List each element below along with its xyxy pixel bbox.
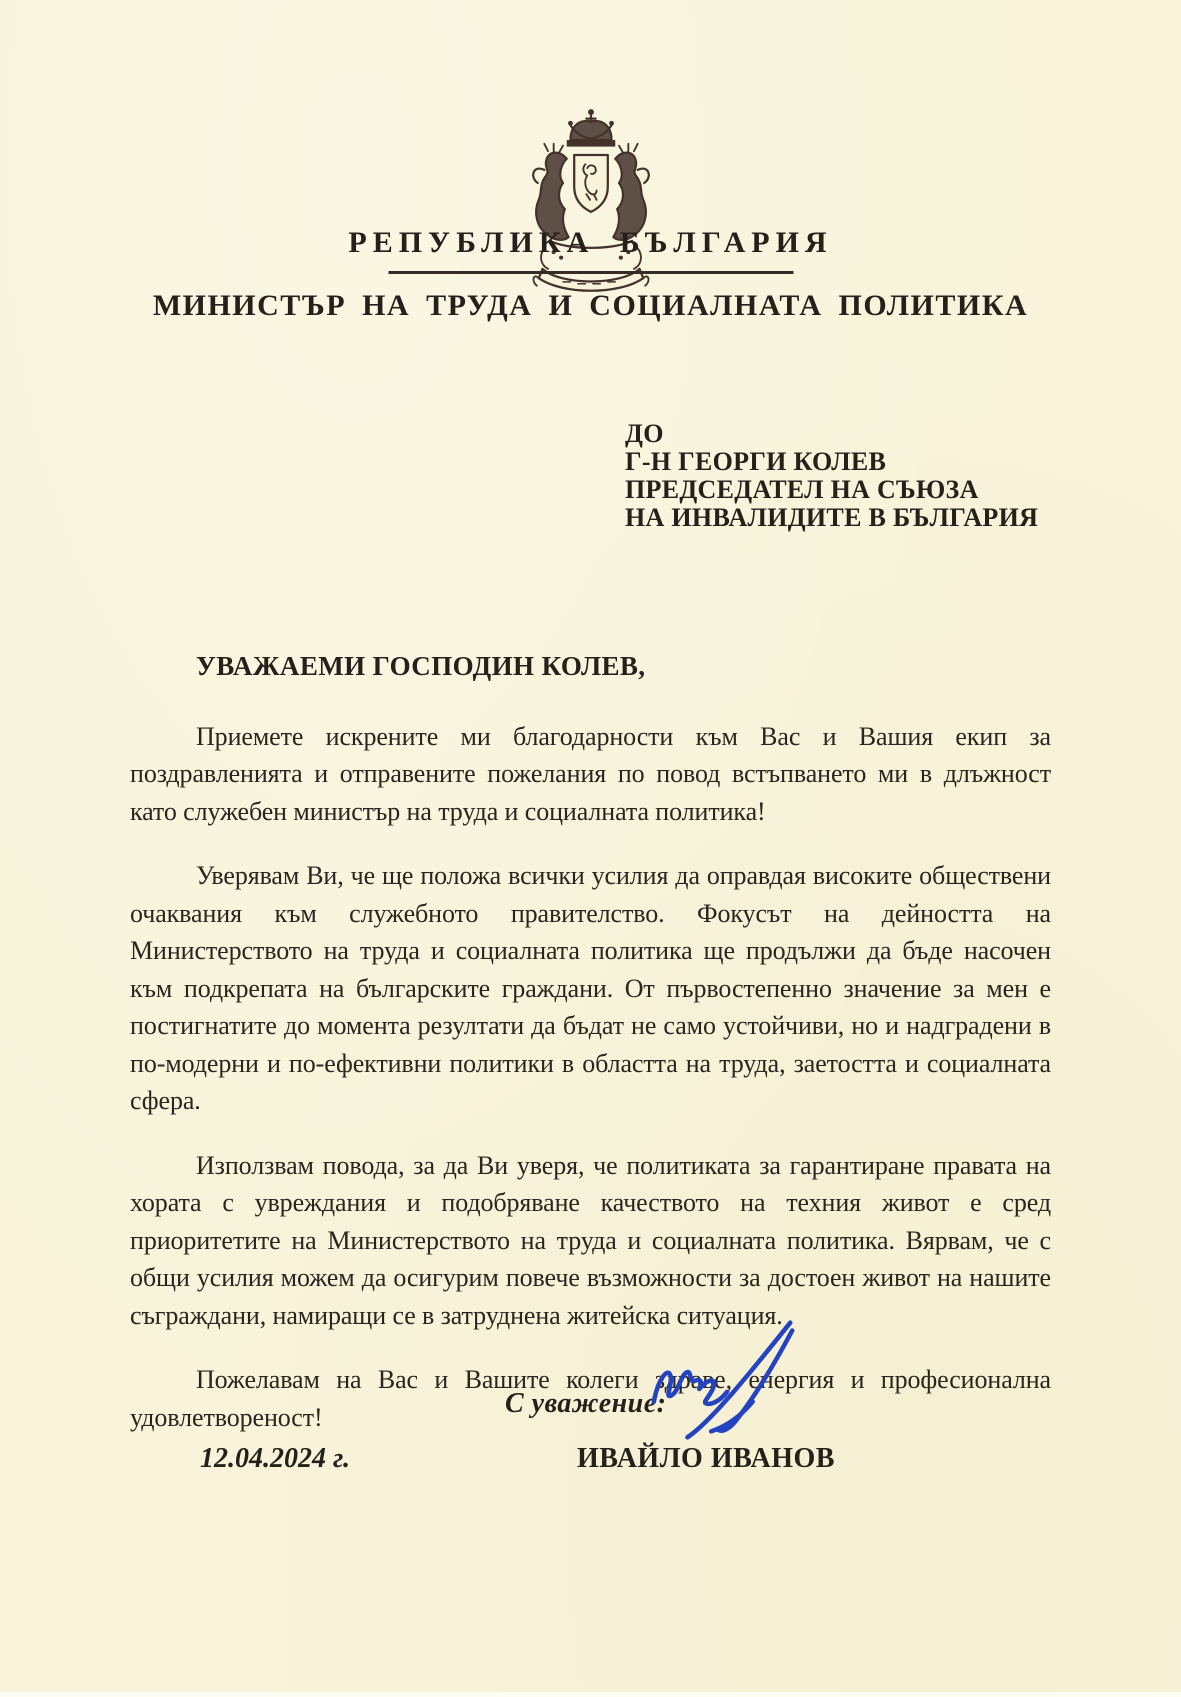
signer-name: ИВАЙЛО ИВАНОВ bbox=[577, 1443, 835, 1474]
title-divider bbox=[388, 271, 793, 274]
scan-edge-artifact bbox=[0, 1692, 1181, 1697]
recipient-position-line2: НА ИНВАЛИДИТЕ В БЪЛГАРИЯ bbox=[625, 503, 1039, 532]
recipient-position-line1: ПРЕДСЕДАТЕЛ НА СЪЮЗА bbox=[625, 475, 979, 504]
republic-title: РЕПУБЛИКА БЪЛГАРИЯ bbox=[348, 226, 833, 259]
paragraph-3: Използвам повода, за да Ви уверя, че политиката за гарантиране правата на хората с увреждания и подобряване качеството на техния живот е сред приоритетите на Министерството на труда и социалната политика. Вярвам, че с общи усилия можем да осигурим повече възможности за достоен живот на нашите съграждани, намиращи се в затруднена житейска ситуация. bbox=[130, 1150, 1051, 1330]
recipient-block bbox=[625, 420, 1038, 532]
paragraph-2: Уверявам Ви, че ще положа всички усилия да оправдая високите обществени очаквания към служебното правителство. Фокусът на дейността на Министерството на труда и социалната политика ще продължи да бъде насочен към подкрепата на българските граждани. От първостепенно значение за мен е постигнатите до момента резултати да бъдат не само устойчиви, но и надградени в по-модерни и по-ефективни политики в областта на труда, заетостта и социалната сфера. bbox=[130, 861, 1051, 1115]
salutation: УВАЖАЕМИ ГОСПОДИН КОЛЕВ, bbox=[196, 651, 646, 681]
recipient-name: Г-Н ГЕОРГИ КОЛЕВ bbox=[625, 447, 887, 476]
letter-date: 12.04.2024 г. bbox=[200, 1443, 350, 1474]
regards-label: С уважение: bbox=[505, 1388, 667, 1419]
paragraph-4: Пожелавам на Вас и Вашите колеги здраве, енергия и професионална удовлетвореност! bbox=[130, 1365, 1051, 1432]
recipient-to-label: ДО bbox=[625, 419, 664, 448]
signature-icon bbox=[642, 1308, 810, 1455]
letter-body bbox=[130, 648, 1051, 1463]
minister-title: МИНИСТЪР НА ТРУДА И СОЦИАЛНАТА ПОЛИТИКА bbox=[152, 289, 1029, 322]
paragraph-1: Приемете искрените ми благодарности към Вас и Вашия екип за поздравленията и отправените пожелания по повод встъпването ми в длъжност като служебен министър на труда и социалната политика! bbox=[130, 721, 1051, 826]
